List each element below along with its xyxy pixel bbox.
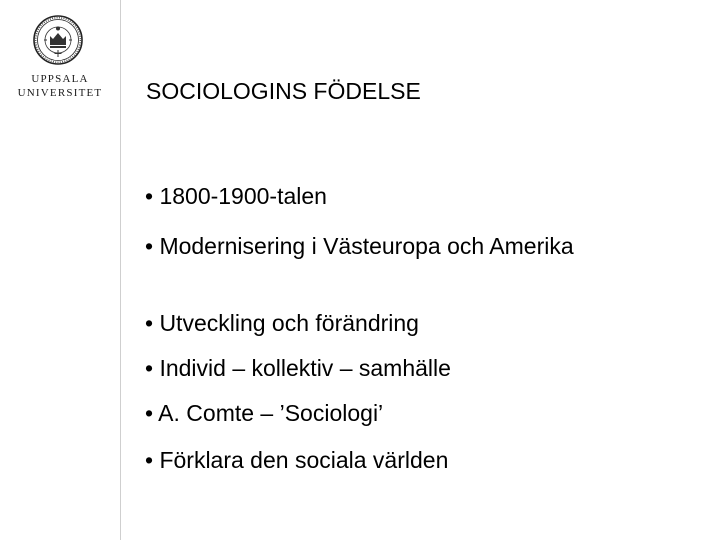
bullet-item: • Individ – kollektiv – samhälle: [145, 355, 451, 381]
bullet-item: • 1800-1900-talen: [145, 183, 327, 209]
bullet-item: • A. Comte – ’Sociologi’: [145, 400, 384, 426]
university-logo: [0, 0, 120, 120]
bullet-item: • Modernisering i Västeuropa och Amerika: [145, 233, 574, 259]
bullet-item: • Utveckling och förändring: [145, 310, 419, 336]
logo-text-line1: UPPSALA: [31, 73, 89, 85]
bullet-item: • Förklara den sociala världen: [145, 447, 449, 473]
logo-text-line2: UNIVERSITET: [17, 87, 103, 99]
slide-title: SOCIOLOGINS FÖDELSE: [146, 78, 421, 104]
vertical-divider: [120, 0, 121, 540]
university-seal-icon: [33, 15, 83, 65]
